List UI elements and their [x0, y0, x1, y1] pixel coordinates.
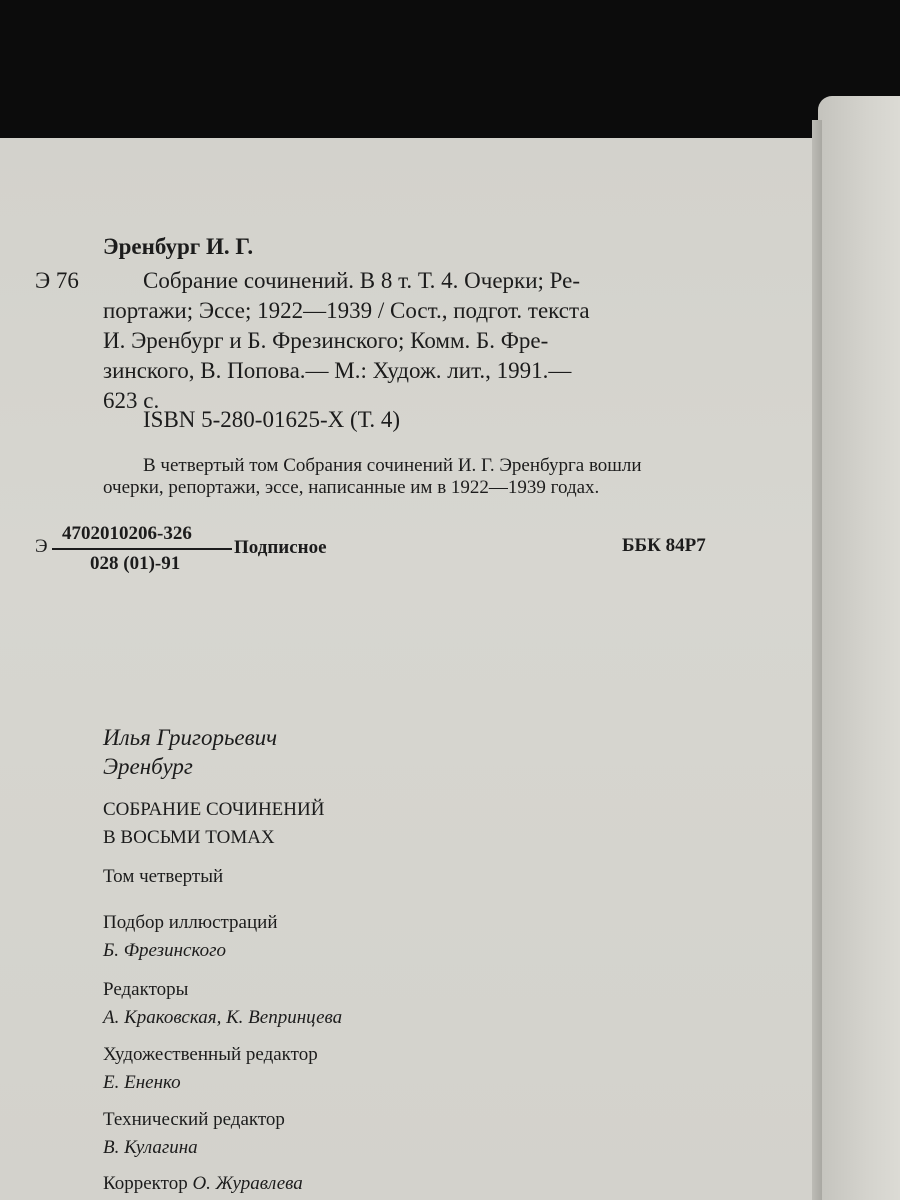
- author-heading: Эренбург И. Г.: [103, 234, 254, 259]
- credit-role: Художественный редактор: [103, 1044, 318, 1065]
- volume-label: Том четвертый: [103, 866, 224, 887]
- credit-role: Подбор иллюстраций: [103, 912, 278, 933]
- credit-name: В. Кулагина: [103, 1137, 198, 1158]
- corrector-line: [103, 1174, 303, 1193]
- description-line: Собрание сочинений. В 8 т. Т. 4. Очерки; Ре-: [143, 268, 581, 293]
- page-edge: [812, 120, 822, 1200]
- credit-name: Е. Ененко: [103, 1072, 181, 1093]
- credit-name: А. Краковская, К. Вепринцева: [103, 1007, 343, 1028]
- annotation-line: очерки, репортажи, эссе, написанные им в 1922—1939 годах.: [103, 477, 600, 498]
- credit-name: Б. Фрезинского: [103, 940, 227, 961]
- isbn: ISBN 5-280-01625-X (Т. 4): [143, 407, 401, 432]
- adjacent-page: [818, 96, 900, 1200]
- book-page: [0, 138, 812, 1200]
- subscription-label: Подписное: [234, 537, 327, 558]
- credit-role: Редакторы: [103, 979, 189, 1000]
- description-line: И. Эренбург и Б. Фрезинского; Комм. Б. Фре-: [103, 328, 549, 353]
- classification-denominator: 028 (01)-91: [90, 553, 181, 574]
- imprint-author-last: Эренбург: [103, 754, 193, 779]
- call-number: Э 76: [35, 268, 79, 293]
- imprint-title-line: СОБРАНИЕ СОЧИНЕНИЙ: [103, 799, 325, 820]
- credit-role: Технический редактор: [103, 1109, 285, 1130]
- imprint-title-line: В ВОСЬМИ ТОМАХ: [103, 827, 275, 848]
- fraction-rule: [52, 548, 232, 550]
- classification-numerator: 4702010206-326: [62, 523, 192, 544]
- bbk-code: ББК 84Р7: [622, 535, 706, 556]
- description-line: зинского, В. Попова.— М.: Худож. лит., 1991.—: [103, 358, 572, 383]
- imprint-author-first: Илья Григорьевич: [103, 725, 278, 750]
- corrector-name: О. Журавлева: [192, 1173, 303, 1194]
- description-line: портажи; Эссе; 1922—1939 / Сост., подгот. текста: [103, 298, 590, 323]
- corrector-role: Корректор: [103, 1173, 188, 1194]
- classification-letter: Э: [35, 536, 48, 557]
- description-line: 623 с.: [103, 388, 160, 413]
- annotation-line: В четвертый том Собрания сочинений И. Г. Эренбурга вошли: [143, 455, 642, 476]
